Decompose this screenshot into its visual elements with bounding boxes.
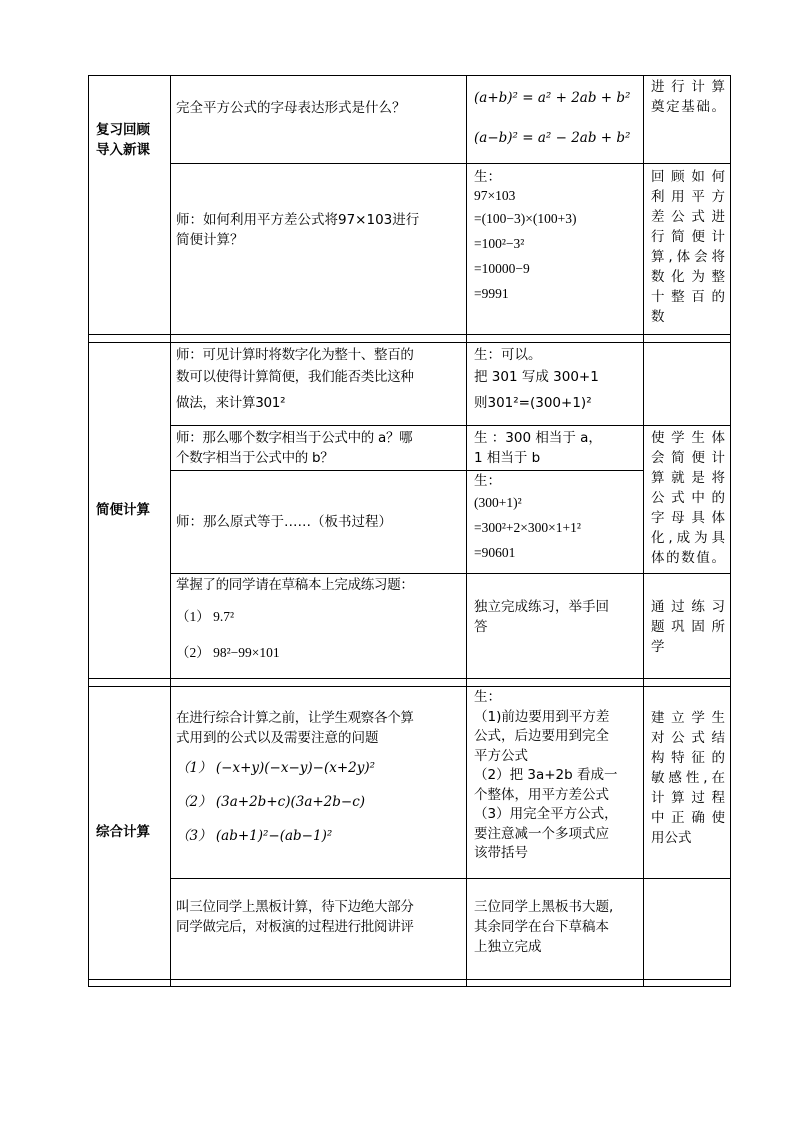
teacher-question xyxy=(176,897,414,937)
teacher-question xyxy=(176,708,414,846)
intent-line: 化,成为具 xyxy=(651,530,725,546)
grid-line xyxy=(88,986,731,987)
grid-line xyxy=(170,470,643,471)
text-line: 式用到的公式以及需要注意的问题 xyxy=(176,730,379,746)
intent-line: 使学生体 xyxy=(651,430,725,446)
intent-line: 进行计算 xyxy=(651,79,725,95)
intent-line: 题巩固所 xyxy=(651,619,725,635)
teacher-question: 师：那么原式等于……（板书过程） xyxy=(176,514,392,530)
exercise-item: （2） (3a+2b+c)(3a+2b−c) xyxy=(176,794,366,810)
intent-line: 奠定基础。 xyxy=(651,99,725,115)
text-line: 生 ：300 相当于 a， xyxy=(474,430,602,446)
exercise-item: （1） (−x+y)(−x−y)−(x+2y)² xyxy=(176,760,376,776)
student-answer xyxy=(474,344,599,414)
text-line: 1 相当于 b xyxy=(474,450,541,466)
intent-line: 体的数值。 xyxy=(651,550,725,566)
text-line: 叫三位同学上黑板计算，待下边绝大部分 xyxy=(176,899,414,915)
intent-line: 会简便计 xyxy=(651,450,725,466)
intent-line: 用公式 xyxy=(651,830,692,846)
text-line: 生： xyxy=(474,689,501,705)
grid-line xyxy=(88,75,731,76)
grid-line xyxy=(643,75,644,987)
grid-line xyxy=(88,979,731,980)
text-line: 同学做完后，对板演的过程进行批阅讲评 xyxy=(176,919,414,935)
student-answer xyxy=(474,168,576,306)
teaching-intent xyxy=(651,428,725,568)
math-line: =90601 xyxy=(474,545,516,560)
grid-line xyxy=(88,678,731,679)
math-line: 97×103 xyxy=(474,188,516,203)
teacher-question xyxy=(176,428,412,468)
section-label-simple: 简便计算 xyxy=(96,502,150,518)
exercise-item: （1） 9.7² xyxy=(176,609,235,624)
intent-line: 敏感性,在 xyxy=(651,770,725,786)
text-line: 师：可见计算时将数字化为整十、整百的 xyxy=(176,347,414,363)
math-line: (300+1)² xyxy=(474,495,522,510)
text-line: 个数字相当于公式中的 b？ xyxy=(176,450,334,466)
text-line: 三位同学上黑板书大题, xyxy=(474,899,614,915)
text-line: 师：那么哪个数字相当于公式中的 a？哪 xyxy=(176,430,413,446)
student-answer xyxy=(474,597,609,637)
text-line: 则301²=(300+1)² xyxy=(474,395,592,411)
intent-line: 算,体会将 xyxy=(651,249,725,265)
text-line: 上独立完成 xyxy=(474,939,542,955)
text-line: 做法，来计算301² xyxy=(176,395,286,411)
teaching-intent xyxy=(651,167,725,327)
formula-square-sum: (a+b)² = a² + 2ab + b² xyxy=(474,90,631,106)
section-label-line: 复习回顾 xyxy=(96,122,150,138)
text-line: 掌握了的同学请在草稿本上完成练习题： xyxy=(176,577,414,593)
intent-line: 计算过程 xyxy=(651,790,725,806)
math-line: =(100−3)×(100+3) xyxy=(474,211,577,226)
section-label-line: 导入新课 xyxy=(96,142,150,158)
student-answer xyxy=(474,428,602,468)
intent-line: 公式中的 xyxy=(651,490,725,506)
intent-line: 构特征的 xyxy=(651,750,725,766)
grid-line xyxy=(466,75,467,987)
math-line: =9991 xyxy=(474,286,509,301)
intent-line: 对公式结 xyxy=(651,730,725,746)
text-line: 平方公式 xyxy=(474,747,528,764)
student-answer xyxy=(474,897,613,957)
text-line: 把 301 写成 300+1 xyxy=(474,369,599,385)
intent-line: 通过练习 xyxy=(651,599,725,615)
grid-line xyxy=(730,75,731,987)
intent-line: 算就是将 xyxy=(651,470,725,486)
section-label-review xyxy=(96,120,150,160)
text-line: 师：如何利用平方差公式将97×103进行 xyxy=(176,212,420,228)
text-line: 生： xyxy=(474,473,501,488)
intent-line: 数 xyxy=(651,309,665,325)
grid-line xyxy=(88,686,731,687)
grid-line xyxy=(170,163,731,164)
text-line: 其余同学在台下草稿本 xyxy=(474,919,609,935)
text-line: 要注意减一个多项式应 xyxy=(474,825,609,842)
math-line: =300²+2×300×1+1² xyxy=(474,520,581,535)
exercise-item: （3） (ab+1)²−(ab−1)² xyxy=(176,828,333,844)
text-line: 简便计算？ xyxy=(176,232,244,248)
student-answer xyxy=(474,472,581,565)
text-line: 公式，后边要用到完全 xyxy=(474,728,609,744)
intent-line: 利用平方 xyxy=(651,189,725,205)
practice-prompt xyxy=(176,575,414,663)
text-line: 该带括号 xyxy=(474,845,528,861)
grid-line xyxy=(170,75,171,987)
grid-line xyxy=(88,342,731,343)
teaching-intent xyxy=(651,708,725,848)
student-answer xyxy=(474,688,618,864)
teacher-question xyxy=(176,344,414,414)
teacher-question xyxy=(176,210,419,250)
intent-line: 数化为整 xyxy=(651,269,725,285)
teaching-intent xyxy=(651,77,725,117)
grid-line xyxy=(88,334,731,335)
grid-line xyxy=(170,573,731,574)
intent-line: 中正确使 xyxy=(651,810,725,826)
text-line: （3）用完全平方公式， xyxy=(474,806,618,822)
intent-line: 字母具体 xyxy=(651,510,725,526)
intent-line: 回顾如何 xyxy=(651,169,725,185)
grid-line xyxy=(170,425,731,426)
math-line: =100²−3² xyxy=(474,236,525,251)
text-line: 生： xyxy=(474,169,501,184)
text-line: 答 xyxy=(474,619,488,635)
text-line: 生：可以。 xyxy=(474,347,542,363)
text-line: 数可以使得计算简便，我们能否类比这种 xyxy=(176,369,414,385)
text-line: 在进行综合计算之前，让学生观察各个算 xyxy=(176,710,414,726)
text-line: 个整体，用平方差公式 xyxy=(474,786,609,803)
intent-line: 学 xyxy=(651,639,665,655)
intent-line: 十整百的 xyxy=(651,289,725,305)
intent-line: 建立学生 xyxy=(651,710,725,726)
math-line: =10000−9 xyxy=(474,261,530,276)
grid-line xyxy=(88,75,89,987)
formula-square-diff: (a−b)² = a² − 2ab + b² xyxy=(474,130,631,146)
teacher-question: 完全平方公式的字母表达形式是什么？ xyxy=(176,100,406,116)
teaching-intent xyxy=(651,597,725,657)
intent-line: 行简便计 xyxy=(651,229,725,245)
text-line: （1)前边要用到平方差 xyxy=(474,708,610,725)
exercise-item: （2） 98²−99×101 xyxy=(176,645,280,660)
grid-line xyxy=(170,878,731,879)
text-line: 独立完成练习，举手回 xyxy=(474,599,609,615)
intent-line: 差公式进 xyxy=(651,209,725,225)
text-line: （2）把 3a+2b 看成一 xyxy=(474,767,618,783)
section-label-combined: 综合计算 xyxy=(96,824,150,840)
